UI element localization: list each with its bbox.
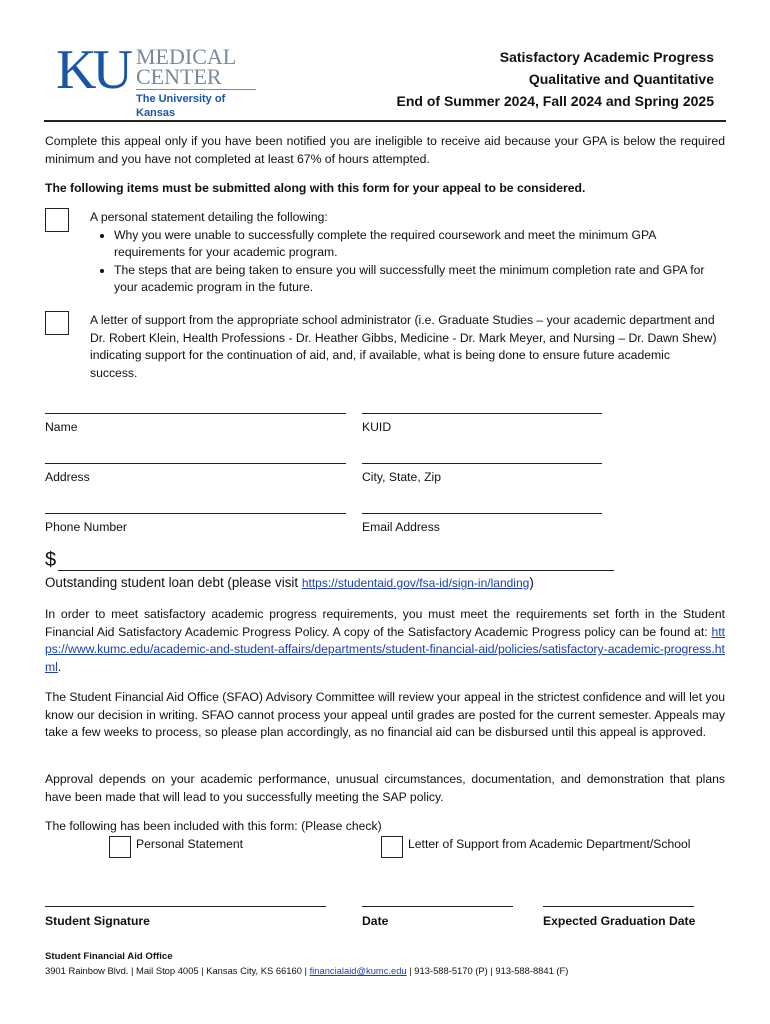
footer-addr-text: 3901 Rainbow Blvd. | Mail Stop 4005 | Kansas City, KS 66160 | <box>45 965 310 976</box>
date-label: Date <box>362 914 389 928</box>
logo-line3: The University of Kansas <box>136 93 226 119</box>
phone-line[interactable] <box>45 513 346 514</box>
debt-label <box>45 575 534 590</box>
title-line-3: End of Summer 2024, Fall 2024 and Spring 2025 <box>396 93 714 109</box>
logo <box>56 39 266 119</box>
name-line[interactable] <box>45 413 346 414</box>
signature-label: Student Signature <box>45 914 150 928</box>
header-divider <box>44 120 726 122</box>
title-line-2: Qualitative and Quantitative <box>528 71 714 87</box>
bullet-1: • Why you were unable to successfully complete the required coursework and meet the minimum GPA requirements for your academic program. <box>114 227 718 262</box>
graduation-label: Expected Graduation Date <box>543 914 696 928</box>
address-label: Address <box>45 470 90 484</box>
required-heading: The following items must be submitted along with this form for your appeal to be considered. <box>45 181 586 195</box>
letter-support-check-label: Letter of Support from Academic Department/School <box>408 837 691 851</box>
logo-line2: CENTER <box>136 64 222 89</box>
letter-of-support-item: A letter of support from the appropriate school administrator (i.e. Graduate Studies – your academic department and Dr. Robert Klein, Health Professions - Dr. Heather Gibbs, Medicine - Dr. Mark Meyer, and Nursing – Dr. Dawn Shew) indicating support for the continuation of aid, and, if available, what is being done to ensure future academic success. <box>90 313 717 380</box>
date-line[interactable] <box>362 906 513 907</box>
logo-line1: MEDICAL <box>136 44 237 69</box>
dollar-sign: $ <box>45 549 57 571</box>
policy-link[interactable]: https://www.kumc.edu/academic-and-student-affairs/departments/student-financial-aid/policies/satisfactory-academic-progress.html <box>45 624 725 674</box>
email-line[interactable] <box>362 513 602 514</box>
bullet-2: • The steps that are being taken to ensure you will successfully meet the minimum completion rate and GPA for your academic program in the future. <box>114 262 718 297</box>
debt-label-close: ) <box>529 575 534 590</box>
policy-text: In order to meet satisfactory academic progress requirements, you must meet the requirements set forth in the Student Financial Aid Satisfactory Academic Progress Policy. A copy of the Satisfactory Academic Progress policy can be found at: <box>45 607 725 639</box>
personal-statement-check-label: Personal Statement <box>136 837 244 851</box>
footer-office: Student Financial Aid Office <box>45 951 173 962</box>
personal-statement-lead: A personal statement detailing the following: <box>90 210 328 224</box>
title-line-1: Satisfactory Academic Progress <box>499 49 714 65</box>
footer-phones: | 913-588-5170 (P) | 913-588-8841 (F) <box>406 965 569 976</box>
name-label: Name <box>45 420 78 434</box>
intro-text: Complete this appeal only if you have been notified you are ineligible to receive aid because your GPA is below the required minimum and you have not completed at least 67% of hours attempted. <box>45 134 725 166</box>
personal-statement-checkbox[interactable] <box>45 208 69 232</box>
personal-statement-check[interactable] <box>109 836 131 858</box>
debt-line[interactable] <box>58 570 614 571</box>
policy-paragraph <box>45 606 725 676</box>
studentaid-link[interactable]: https://studentaid.gov/fsa-id/sign-in/landing <box>301 576 530 590</box>
review-paragraph: The Student Financial Aid Office (SFAO) Advisory Committee will review your appeal in the strictest confidence and will let you know our decision in writing. SFAO cannot process your appeal until grades are posted for the current semester. Appeals may take a few weeks to process, so please plan accordingly, as no financial aid can be disbursed until this appeal is approved. <box>45 690 725 739</box>
graduation-line[interactable] <box>543 906 694 907</box>
letter-support-check[interactable] <box>381 836 403 858</box>
checklist-lead: The following has been included with this form: (Please check) <box>45 819 382 833</box>
kuid-label: KUID <box>362 420 392 434</box>
footer-email-link[interactable]: financialaid@kumc.edu <box>309 965 407 976</box>
debt-label-text: Outstanding student loan debt (please visit <box>45 575 302 590</box>
logo-ku: KU <box>56 39 129 101</box>
email-label: Email Address <box>362 520 440 534</box>
logo-rule <box>136 89 256 90</box>
footer-address <box>45 965 568 976</box>
personal-statement-item <box>90 209 718 297</box>
kuid-line[interactable] <box>362 413 602 414</box>
city-label: City, State, Zip <box>362 470 442 484</box>
address-line[interactable] <box>45 463 346 464</box>
city-line[interactable] <box>362 463 602 464</box>
policy-end: . <box>57 659 62 674</box>
phone-label: Phone Number <box>45 520 127 534</box>
letter-of-support-checkbox[interactable] <box>45 311 69 335</box>
signature-line[interactable] <box>45 906 326 907</box>
approval-paragraph: Approval depends on your academic performance, unusual circumstances, documentation, and demonstration that plans have been made that will lead to you successfully meeting the SAP policy. <box>45 772 725 804</box>
